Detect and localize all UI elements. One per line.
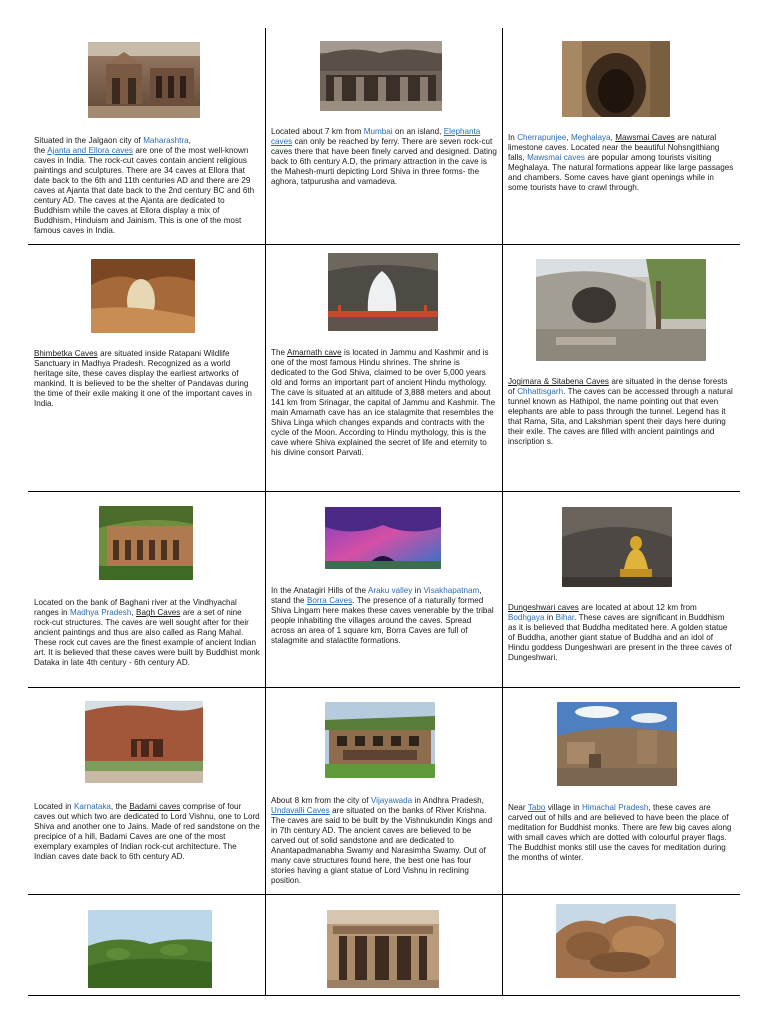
cell-text-amarnath [271, 348, 497, 459]
cell-photo-carved-pillars [327, 910, 439, 988]
text-link[interactable]: Karnataka [74, 802, 111, 811]
body-text: , [188, 136, 191, 145]
text-link[interactable]: Vijayawada [370, 796, 413, 805]
text-link[interactable]: Maharashtra [143, 136, 189, 145]
cell-text-undavalli [271, 796, 497, 886]
body-text: . The caves can be accessed through a natural tunnel known as Hathipol, the name pointing out that even elephants are able to pass through the tunnel. Legend has it that Rama, Sita, and Lakshman spent their days here during their exile. The caves are filled with ancient paintings and inscription s. [508, 387, 733, 447]
cave-name: Dungeshwari caves [508, 603, 579, 612]
cell-photo-ellora [88, 42, 200, 118]
cell-photo-rock-boulders [556, 904, 676, 978]
body-text: , stand the [271, 586, 482, 606]
cell-text-tabo [508, 803, 734, 863]
cell-photo-elephanta [320, 41, 442, 111]
body-text: are situated in the dense forests of [508, 377, 728, 397]
body-text: are located at about 12 km from [578, 603, 697, 612]
body-text: Located about 7 km from [271, 127, 364, 136]
cave-name: Amarnath cave [286, 348, 342, 357]
body-text: village in [545, 803, 583, 812]
cell-photo-undavalli [325, 702, 435, 778]
body-text: The [271, 348, 287, 357]
text-link[interactable]: Araku valley [368, 586, 413, 595]
body-text: in [544, 613, 556, 623]
text-link[interactable]: Borra Caves [306, 596, 353, 606]
row-divider [28, 894, 740, 895]
cell-text-bagh [34, 598, 260, 668]
body-text: Situated in the Jalgaon city of [34, 136, 144, 145]
body-text: , [566, 133, 571, 142]
cell-text-borra [271, 586, 497, 646]
text-link[interactable]: Mumbai [363, 127, 393, 136]
cell-text-badami [34, 802, 260, 862]
cell-photo-mawsmai [562, 41, 670, 117]
cave-name: Mawsmai Caves [615, 133, 675, 142]
row-divider [28, 244, 740, 245]
cell-text-elephanta [271, 127, 497, 187]
text-link[interactable]: Visakhapatnam [423, 586, 480, 595]
body-text: the [34, 146, 48, 156]
text-link[interactable]: Chhattisgarh [517, 387, 564, 397]
body-text: is located in Jammu and Kashmir and is one of the most famous Hindu shrines. The shrine is dedicated to the God Shiva, claimed to be over 5,000 years old and forms an important part of ancient Hindu mythology. The cave is situated at an altitude of 3,888 meters and about 141 km from Srinagar, the capital of Jammu and Kashmir. The main Amarnath cave has an ice stalagmite that resembles the Shiva Linga which changes expands and contracts with the cycle of the Moon. According to Hindu mythology, this is the cave where Shiva explained the secret of life and eternity to his divine consort Parvati. [271, 348, 496, 458]
body-text: in Andhra Pradesh, [412, 796, 484, 805]
cell-text-mawsmai [508, 133, 734, 193]
body-text: can only be reached by ferry. There are seven rock-cut caves there that have been finely carved and designed. Dating back to 6th century A.D, the primary attraction in the cave is the Mahesh-murti depicting Lord Shiva in three forms- the aghora, tatpurusha and vamadeva. [271, 137, 497, 187]
cell-photo-bhimbetka [91, 259, 195, 333]
text-link[interactable]: Elephanta caves [271, 127, 481, 147]
body-text: comprise of four caves out which two are dedicated to Lord Vishnu, one to Lord Shiva and another one to Jains. Made of red sandstone on the precipice of a hill, Badami Caves are one of the most exemplary examples of Indian rock-cut architecture. The Indian caves date back to 6th century AD. [34, 802, 260, 862]
body-text: Near [508, 803, 528, 812]
column-divider [502, 28, 503, 996]
text-link[interactable]: Ajanta and Ellora caves [47, 146, 133, 156]
text-link[interactable]: Bihar [555, 613, 575, 623]
cell-text-bhimbetka [34, 349, 260, 409]
text-link[interactable]: Bodhgaya [508, 613, 545, 623]
text-link[interactable]: Himachal Pradesh [582, 803, 649, 812]
row-divider [28, 491, 740, 492]
body-text: are natural limestone caves. Located near the beautiful Nohsngithiang falls, [508, 133, 720, 163]
body-text: are one of the most well-known caves in India. The rock-cut caves contain ancient religious paintings and sculptures. There are 34 caves at Ellora that date back to the 6th and 11th centuries AD and there are 29 caves at Ajanta that date back to the 2nd century BC and 6th century AD. The caves at the Ajanta are dedicated to Buddhism while the caves at Ellora display a mix of Buddhism, Hinduism and Jainism. This is one of the most famous caves in India. [34, 146, 255, 236]
body-text: in [412, 586, 424, 595]
text-link[interactable]: Madhya Pradesh [69, 608, 132, 618]
cave-name: Jogimara & Sitabena Caves [508, 377, 609, 386]
cell-photo-amarnath [328, 253, 438, 331]
cell-photo-badami [85, 701, 203, 783]
body-text: . The presence of a naturally formed Shiva Lingam here makes these caves venerable by the tribal people inhabiting the villages around the caves. Spread across an area of 1 square km, Borra Caves are full of stalagmite and stalactite formations. [271, 596, 494, 646]
text-link[interactable]: Tabo [527, 803, 546, 812]
cave-name: Bagh Caves [136, 608, 181, 618]
body-text: In [508, 133, 518, 142]
body-text: are popular among tourists visiting Meghalaya. The natural formations appear like large passages and chambers. Some caves have giant openings while in some tourists have to crawl through. [508, 153, 734, 193]
cell-photo-landscape [88, 910, 212, 988]
body-text: . These caves are significant in Buddhism as it is believed that Buddha meditated here. A golden statue of Buddha, another giant statue of Buddha and an idol of Hindu goddess Dungeshwari are present in the three caves of Dungeshwari. [508, 613, 732, 663]
body-text: , these caves are carved out of hills and are believed to have been the place of meditation for Buddhist monks. There are few big caves along with small caves which are dotted with colourful prayer flags. The Buddhist monks still use the caves for meditation during the months of winter. [508, 803, 732, 863]
body-text: are situated inside Ratapani Wildlife Sanctuary in Madhya Pradesh. Recognized as a world heritage site, these caves display the earliest artworks of mankind. It is believed to be the shelter of Pandavas during the time of their exile making it one of the important caves in India. [34, 349, 252, 409]
cell-photo-tabo [557, 702, 677, 786]
body-text: Located on the bank of Baghani river at the Vindhyachal ranges in [34, 598, 237, 618]
body-text: Located in [34, 802, 74, 811]
body-text: , [131, 608, 137, 618]
cave-name: Badami caves [129, 802, 181, 811]
text-link[interactable]: Meghalaya [570, 133, 611, 142]
body-text: are a set of nine rock-cut structures. The caves are well sought after for their ancient paintings and thus are also called as Rang Mahal. These rock cut caves are the finest example of ancient Indian art. It is believed that these caves were built by Buddhist monk Dataka in late 4th century - 6th century AD. [34, 608, 260, 668]
body-text: on an island, [392, 127, 444, 136]
cell-text-jogimara [508, 377, 734, 447]
cell-text-ellora [34, 136, 256, 236]
body-text: are situated on the banks of River Krishna. The caves are said to be built by the Vishnukundin Kings and in 7th century AD. The ancient caves are believed to be carved out of solid sandstone and are dedicated to Anantapadmanabha Swamy and Narasimha Swamy. Out of many cave structures found here, the best one has four stories having a giant statue of Lord Vishnu in reclining position. [271, 806, 493, 886]
column-divider [265, 28, 266, 996]
text-link[interactable]: Undavalli Caves [271, 806, 330, 816]
cell-photo-borra [325, 507, 441, 569]
cave-name: Bhimbetka Caves [34, 349, 98, 358]
row-divider [28, 687, 740, 688]
cell-photo-bagh [99, 506, 193, 580]
cell-photo-jogimara [536, 259, 706, 361]
text-link[interactable]: Mawsmai caves [527, 153, 585, 163]
cell-text-dungeshwari [508, 603, 734, 663]
body-text: In the Anatagiri Hills of the [271, 586, 369, 595]
body-text: , [610, 133, 616, 142]
body-text: About 8 km from the city of [271, 796, 371, 805]
text-link[interactable]: Cherrapunjee [517, 133, 567, 142]
body-text: , the [110, 802, 130, 811]
row-divider [28, 995, 740, 996]
cell-photo-dungeshwari [562, 507, 672, 587]
